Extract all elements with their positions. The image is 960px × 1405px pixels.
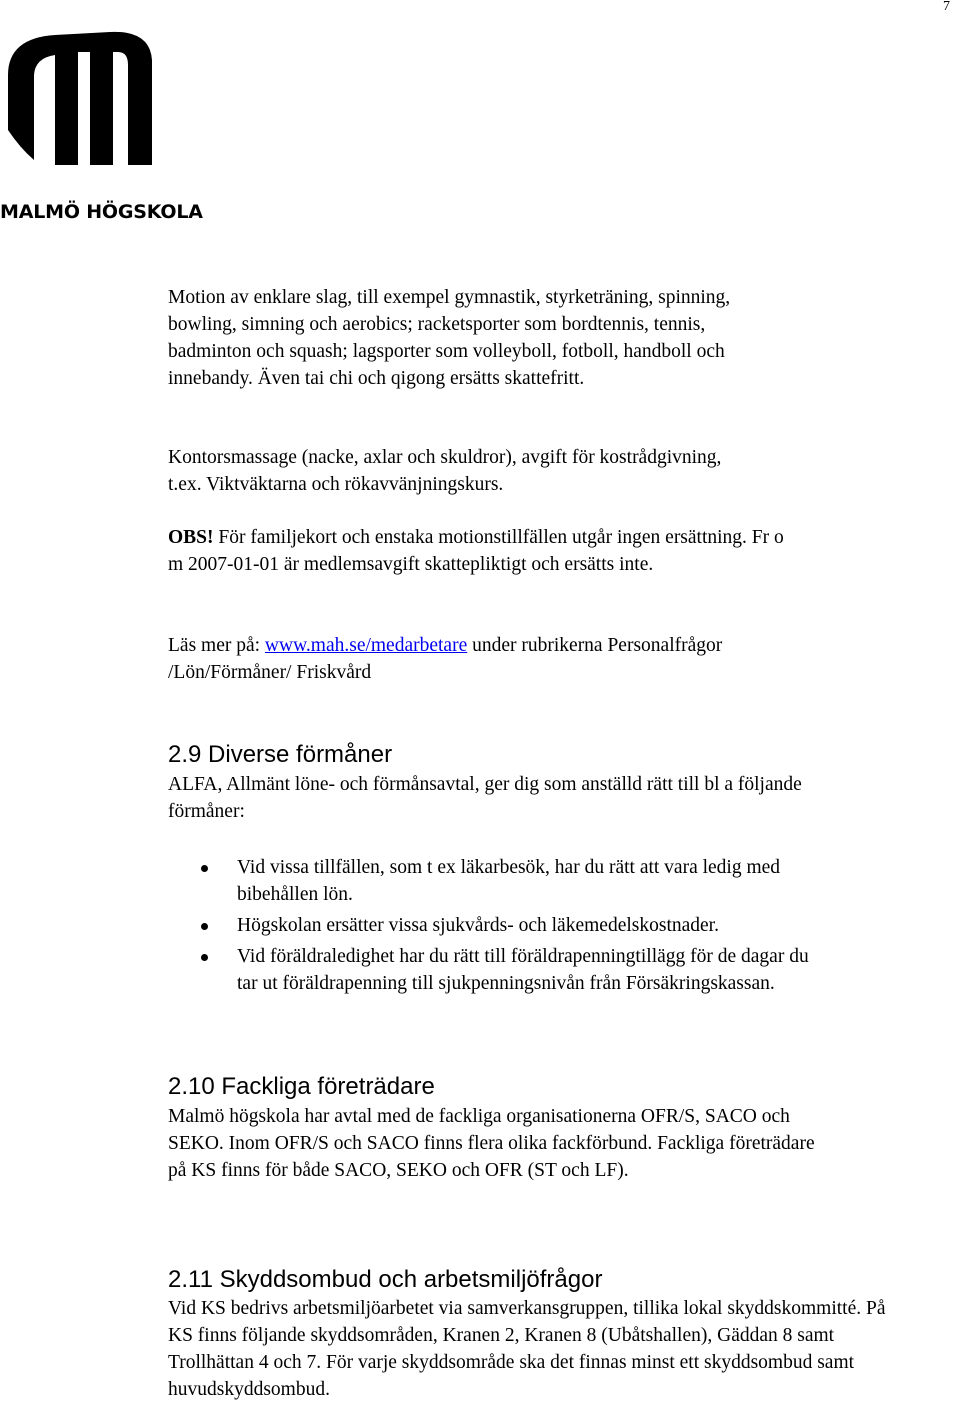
heading-2-11: 2.11 Skyddsombud och arbetsmiljöfrågor	[168, 1266, 603, 1293]
paragraph-motion-text: Motion av enklare slag, till exempel gymnastik, styrketräning, spinning, bowling, simning och aerobics; racketsporter som bordtennis, tennis, badminton och squash; lagsporter som volleyboll, fotboll, handboll och innebandy. Även tai chi och qigong ersätts skattefritt.	[168, 287, 731, 389]
heading-2-9: 2.9 Diverse förmåner	[168, 741, 393, 768]
paragraph-motion	[168, 284, 778, 392]
read-more-prefix: Läs mer på:	[168, 635, 265, 656]
list-item	[168, 854, 828, 908]
medarbetare-link[interactable]: www.mah.se/medarbetare	[264, 635, 468, 656]
paragraph-kontorsmassage-text: Kontorsmassage (nacke, axlar och skuldror), avgift för kostrådgivning, t.ex. Viktväktarna och rökavvänjningskurs.	[168, 447, 722, 495]
bullet-icon	[201, 923, 208, 930]
obs-label: OBS!	[168, 527, 214, 548]
benefits-list	[168, 854, 828, 1001]
page-number: 7	[943, 0, 950, 14]
list-item-text: Högskolan ersätter vissa sjukvårds- och läkemedelskostnader.	[237, 915, 719, 936]
list-item	[168, 943, 828, 997]
list-item-text: Vid föräldraledighet har du rätt till föräldrapenningtillägg för de dagar du tar ut föräldrapenning till sjukpenningsnivån från Försäkringskassan.	[237, 946, 809, 994]
bullet-icon	[201, 865, 208, 872]
paragraph-read-more	[168, 632, 728, 686]
paragraph-obs	[168, 524, 798, 578]
paragraph-kontorsmassage	[168, 444, 728, 498]
paragraph-fackliga	[168, 1103, 818, 1184]
paragraph-skyddsombud	[168, 1295, 888, 1403]
list-item-text: Vid vissa tillfällen, som t ex läkarbesök, har du rätt att vara ledig med bibehållen lön.	[237, 857, 781, 905]
obs-text: För familjekort och enstaka motionstillfällen utgår ingen ersättning. Fr o m 2007-01-01 är medlemsavgift skattepliktigt och ersätts inte.	[168, 527, 784, 575]
heading-2-10: 2.10 Fackliga företrädare	[168, 1073, 435, 1100]
logo-wordmark: MALMÖ HÖGSKOLA	[0, 201, 203, 223]
paragraph-alfa	[168, 771, 818, 825]
logo-mark-icon	[0, 30, 160, 165]
paragraph-fackliga-text: Malmö högskola har avtal med de fackliga organisationerna OFR/S, SACO och SEKO. Inom OFR/S och SACO finns flera olika fackförbund. Fackliga företrädare på KS finns för både SACO, SEKO och OFR (ST och LF).	[168, 1106, 815, 1181]
paragraph-skyddsombud-text: Vid KS bedrivs arbetsmiljöarbetet via samverkansgruppen, tillika lokal skyddskommitté. På KS finns följande skyddsområden, Kranen 2, Kranen 8 (Ubåtshallen), Gäddan 8 samt Trollhättan 4 och 7. För varje skyddsområde ska det finnas minst ett skyddsombud samt huvudskyddsombud.	[168, 1298, 886, 1400]
list-item	[168, 912, 828, 939]
malmo-hogskola-logo	[0, 30, 203, 230]
paragraph-alfa-text: ALFA, Allmänt löne- och förmånsavtal, ger dig som anställd rätt till bl a följande förmåner:	[168, 774, 802, 822]
bullet-icon	[201, 954, 208, 961]
read-more-suffix: under rubrikerna Personalfrågor /Lön/Förmåner/ Friskvård	[168, 635, 723, 683]
